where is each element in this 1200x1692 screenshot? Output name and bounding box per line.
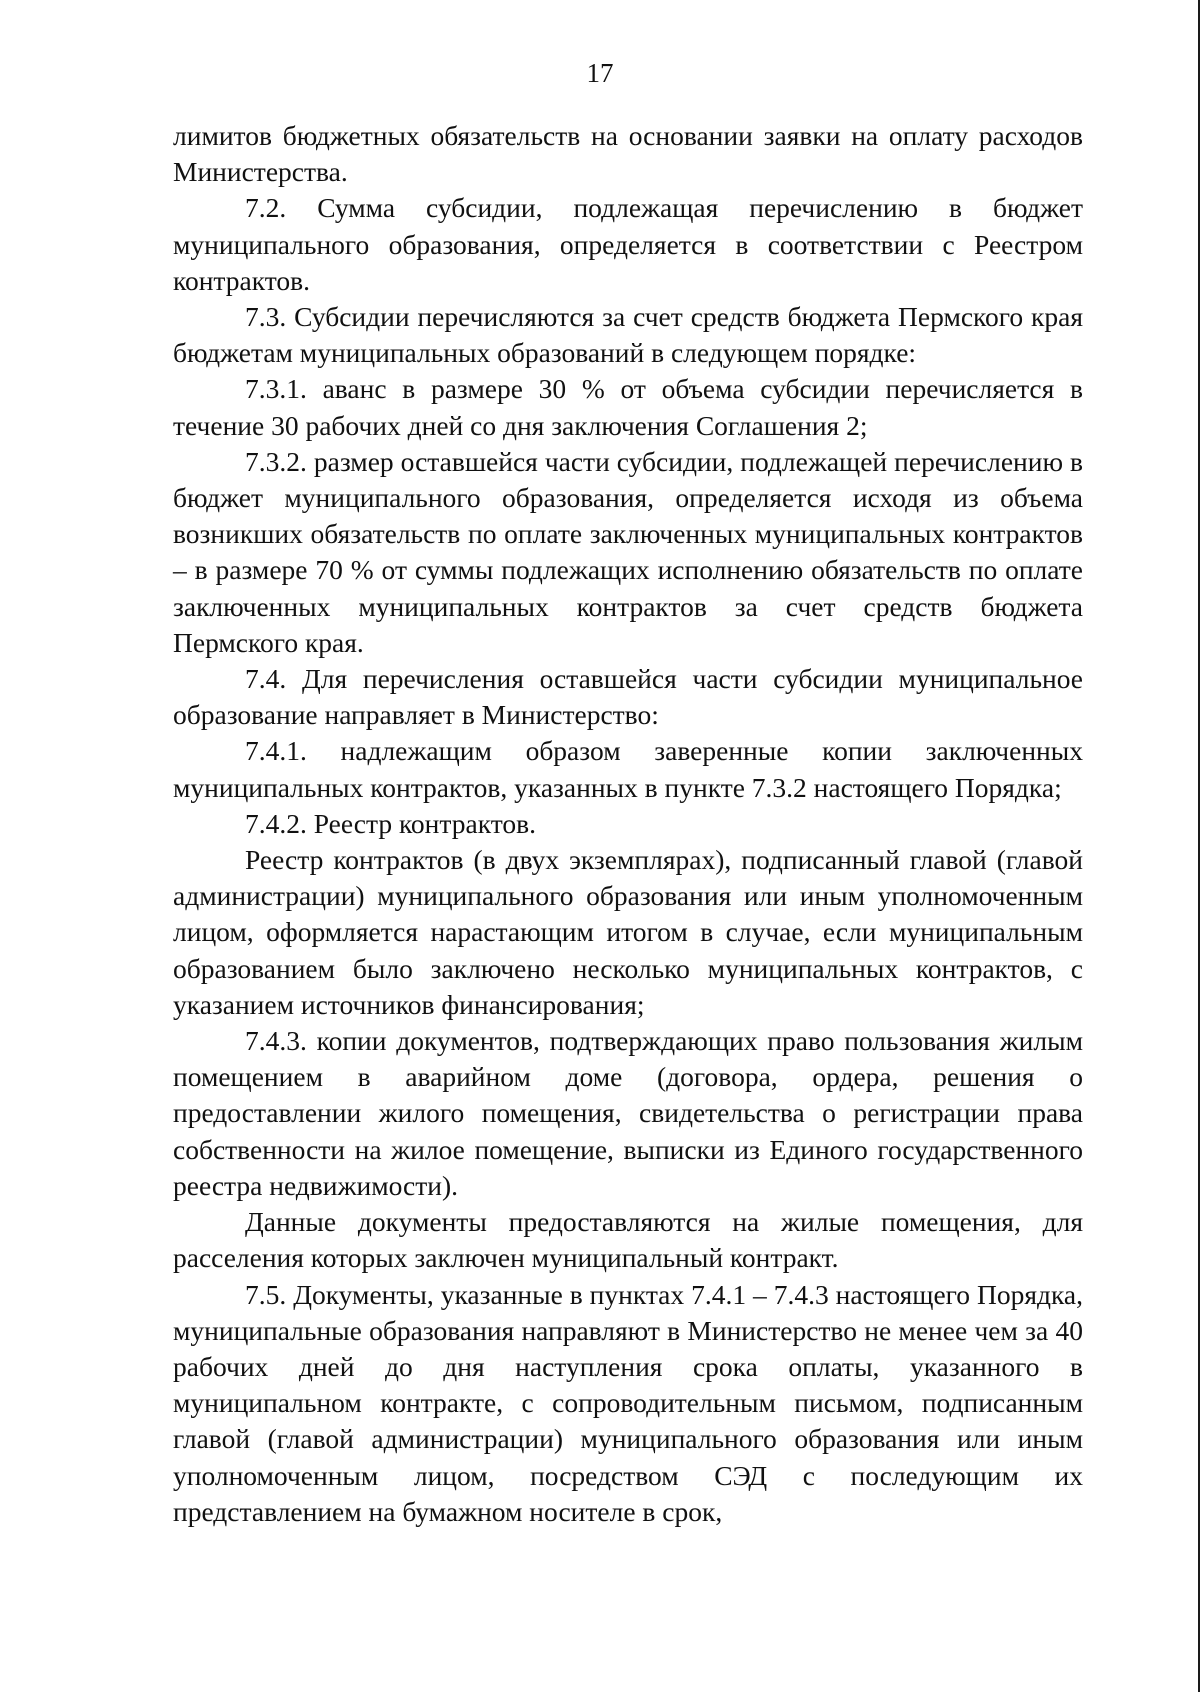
document-body xyxy=(173,118,1083,1530)
paragraph-7-3-2: 7.3.2. размер оставшейся части субсидии, подлежащей перечислению в бюджет муниципального образования, определяется исходя из объема возникших обязательств по оплате заключенных муниципальных контрактов – в размере 70 % от суммы подлежащих исполнению обязательств по оплате заключенных муниципальных контрактов за счет средств бюджета Пермского края. xyxy=(173,445,1083,658)
paragraph-7-5: 7.5. Документы, указанные в пунктах 7.4.1 – 7.4.3 настоящего Порядка, муниципальные образования направляют в Министерство не менее чем за 40 рабочих дней до дня наступления срока оплаты, указанного в муниципальном контракте, с сопроводительным письмом, подписанным главой (главой администрации) муниципального образования или иным уполномоченным лицом, посредством СЭД с последующим их представлением на бумажном носителе в срок, xyxy=(173,1278,1083,1527)
paragraph-7-3: 7.3. Субсидии перечисляются за счет средств бюджета Пермского края бюджетам муниципальных образований в следующем порядке: xyxy=(173,301,1083,369)
paragraph-documents-note: Данные документы предоставляются на жилые помещения, для расселения которых заключен муниципальный контракт. xyxy=(173,1206,1083,1274)
page-number: 17 xyxy=(586,58,614,88)
paragraph-7-4-2: 7.4.2. Реестр контрактов. xyxy=(245,807,536,839)
paragraph-7-2: 7.2. Сумма субсидии, подлежащая перечислению в бюджет муниципального образования, определяется в соответствии с Реестром контрактов. xyxy=(173,192,1083,296)
paragraph-continuation: лимитов бюджетных обязательств на основании заявки на оплату расходов Министерства. xyxy=(173,120,1083,188)
paragraph-7-4-3: 7.4.3. копии документов, подтверждающих право пользования жилым помещением в аварийном доме (договора, ордера, решения о предоставлении жилого помещения, свидетельства о регистрации права собственности на жилое помещение, выписки из Единого государственного реестра недвижимости). xyxy=(173,1025,1083,1201)
paragraph-7-3-1: 7.3.1. аванс в размере 30 % от объема субсидии перечисляется в течение 30 рабочих дней со дня заключения Соглашения 2; xyxy=(173,373,1083,441)
paragraph-registry: Реестр контрактов (в двух экземплярах), подписанный главой (главой администрации) муниципального образования или иным уполномоченным лицом, оформляется нарастающим итогом в случае, если муниципальным образованием было заключено несколько муниципальных контрактов, с указанием источников финансирования; xyxy=(173,844,1083,1020)
paragraph-7-4-1: 7.4.1. надлежащим образом заверенные копии заключенных муниципальных контрактов, указанных в пункте 7.3.2 настоящего Порядка; xyxy=(173,735,1083,803)
paragraph-7-4: 7.4. Для перечисления оставшейся части субсидии муниципальное образование направляет в Министерство: xyxy=(173,663,1083,731)
